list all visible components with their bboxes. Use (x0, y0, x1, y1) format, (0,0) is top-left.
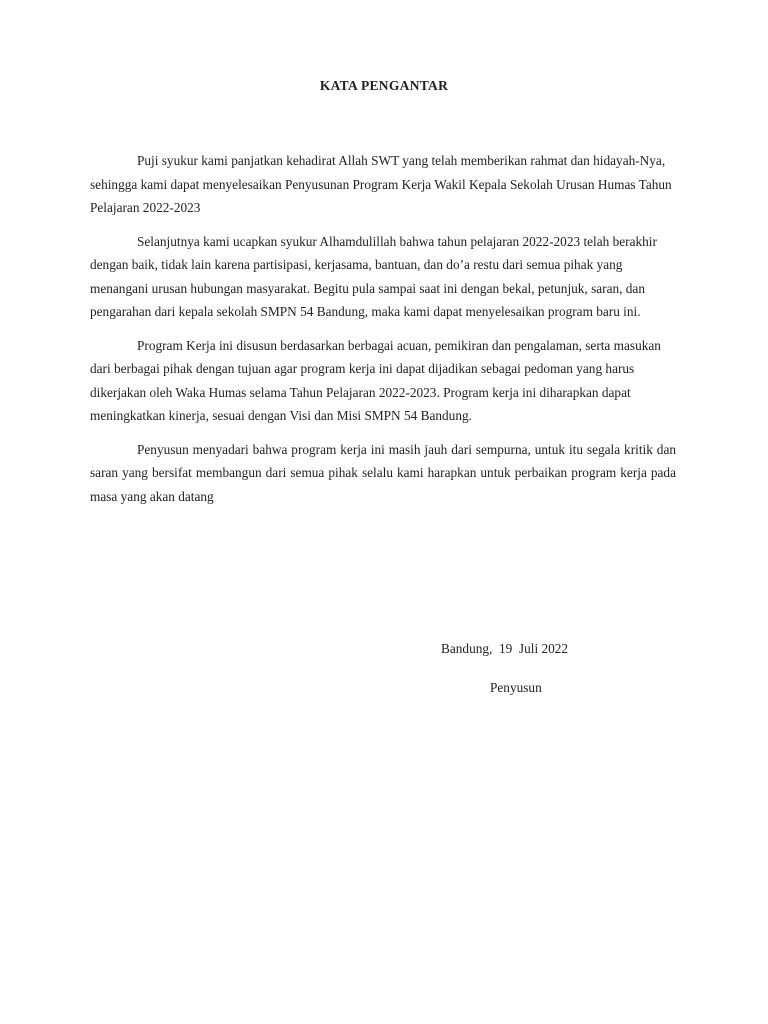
signature-role: Penyusun (490, 680, 542, 695)
paragraph-1: Puji syukur kami panjatkan kehadirat Allah SWT yang telah memberikan rahmat dan hidayah-Nya, sehingga kami dapat menyelesaikan Penyusunan Program Kerja Wakil Kepala Sekolah Urusan Humas Tahun Pelajaran 2022-2023 (90, 153, 672, 215)
document-body (90, 149, 676, 518)
paragraph-3: Program Kerja ini disusun berdasarkan berbagai acuan, pemikiran dan pengalaman, serta masukan dari berbagai pihak dengan tujuan agar program kerja ini dapat dijadikan sebagai pedoman yang harus dikerjakan oleh Waka Humas selama Tahun Pelajaran 2022-2023. Program kerja ini diharapkan dapat meningkatkan kinerja, sesuai dengan Visi dan Misi SMPN 54 Bandung. (90, 337, 661, 423)
signature-place-date: Bandung, 19 Juli 2022 (441, 641, 569, 656)
document-title: KATA PENGANTAR (319, 78, 449, 93)
paragraph-4: Penyusun menyadari bahwa program kerja ini masih jauh dari sempurna, untuk itu segala kritik dan saran yang bersifat membangun dari semua pihak selalu kami harapkan untuk perbaikan program kerja pada masa yang akan datang (90, 441, 676, 504)
paragraph-2: Selanjutnya kami ucapkan syukur Alhamdulillah bahwa tahun pelajaran 2022-2023 telah berakhir dengan baik, tidak lain karena partisipasi, kerjasama, bantuan, dan do’a restu dari semua pihak yang menangani urusan hubungan masyarakat. Begitu pula sampai saat ini dengan bekal, petunjuk, saran, dan pengarahan dari kepala sekolah SMPN 54 Bandung, maka kami dapat menyelesaikan program baru ini. (90, 233, 657, 319)
